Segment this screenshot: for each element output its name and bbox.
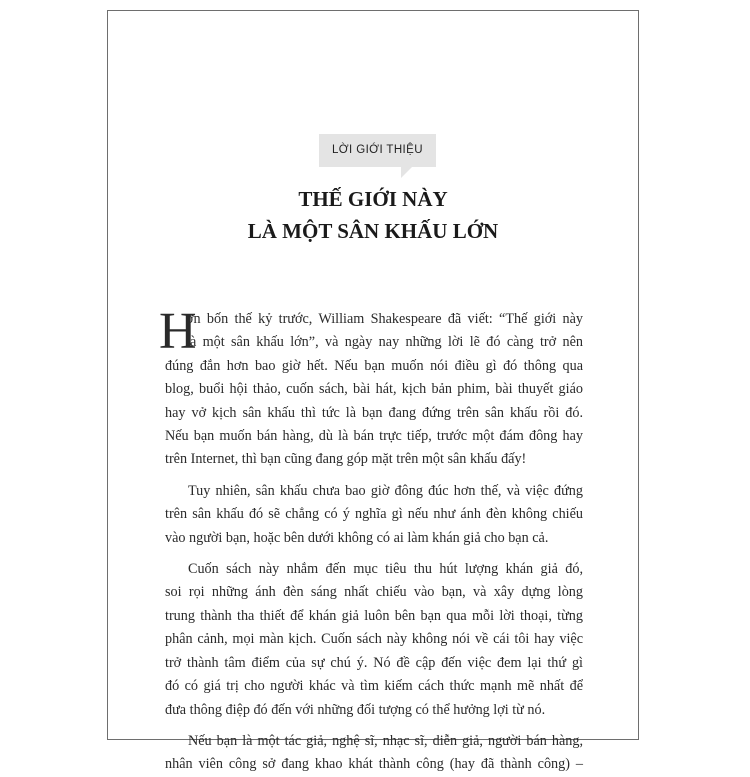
text-line: hay vở kịch sân khấu thì tức là bạn đang đứng trên sân khấu rồi đó. <box>165 404 583 421</box>
text-line: là một sân khấu lớn”, và ngày nay những lời lẽ đó càng trở nên <box>186 334 583 351</box>
text-line: trên Internet, thì bạn cũng đang góp mặt trên một sân khấu đấy! <box>165 451 527 468</box>
body-text <box>159 303 583 777</box>
book-page <box>107 10 639 773</box>
chapter-title <box>108 183 638 247</box>
text-line: vào người bạn, hoặc bên dưới không có ai làm khán giả cho bạn cả. <box>165 529 549 546</box>
text-line: đúng đắn hơn bao giờ hết. Nếu bạn muốn nói điều gì đó thông qua <box>165 357 583 374</box>
text-line: đó có giá trị cho người khác và tìm kiếm cách thức mạnh mẽ nhất để <box>165 678 583 695</box>
text-line: Cuốn sách này nhắm đến mục tiêu thu hút lượng khán giả đó, <box>188 561 583 578</box>
chapter-tag-label: LỜI GIỚI THIỆU <box>319 134 436 167</box>
paragraph-2 <box>165 480 583 550</box>
chapter-title-line-1: THẾ GIỚI NÀY <box>298 187 448 211</box>
drop-cap: H <box>159 303 197 360</box>
text-line: nhân viên công sở đang khao khát thành công (hay đã thành công) – <box>165 756 583 773</box>
text-line: ơn bốn thế kỷ trước, William Shakespeare đã viết: “Thế giới này <box>186 311 583 327</box>
text-line: Nếu bạn muốn bán hàng, dù là bán trực tiếp, trước một đám đông hay <box>165 428 583 445</box>
text-line: trở thành tâm điểm của sự chú ý. Nó đề cập đến việc đem lại thứ gì <box>165 654 583 671</box>
chapter-title-line-2: LÀ MỘT SÂN KHẤU LỚN <box>247 219 499 243</box>
text-line: soi rọi những ánh đèn sáng nhất chiếu vào bạn, và xây dựng lòng <box>165 584 583 601</box>
text-line: trên sân khấu đó sẽ chẳng có ý nghĩa gì nếu như ánh đèn không chiếu <box>165 506 583 523</box>
paragraph-1 <box>159 303 583 472</box>
text-line: đưa thông điệp đó đến với những đối tượng có thể hưởng lợi từ nó. <box>165 701 546 718</box>
text-line: blog, buổi hội thảo, cuốn sách, bài hát, kịch bản phim, bài thuyết giáo <box>165 381 583 398</box>
paragraph-4 <box>165 730 583 777</box>
text-line: trung thành tha thiết để khán giả luôn bên bạn qua mỗi lời thoại, từng <box>165 607 583 624</box>
text-line: Tuy nhiên, sân khấu chưa bao giờ đông đúc hơn thế, và việc đứng <box>188 482 583 499</box>
chapter-tag <box>319 134 436 167</box>
text-line: phân cảnh, mọi màn kịch. Cuốn sách này không nói về cái tôi hay việc <box>165 631 583 648</box>
text-line: Nếu bạn là một tác giả, nghệ sĩ, nhạc sĩ, diễn giả, người bán hàng, <box>188 732 583 749</box>
paragraph-3 <box>165 558 583 722</box>
speech-bubble-tail <box>401 167 412 178</box>
